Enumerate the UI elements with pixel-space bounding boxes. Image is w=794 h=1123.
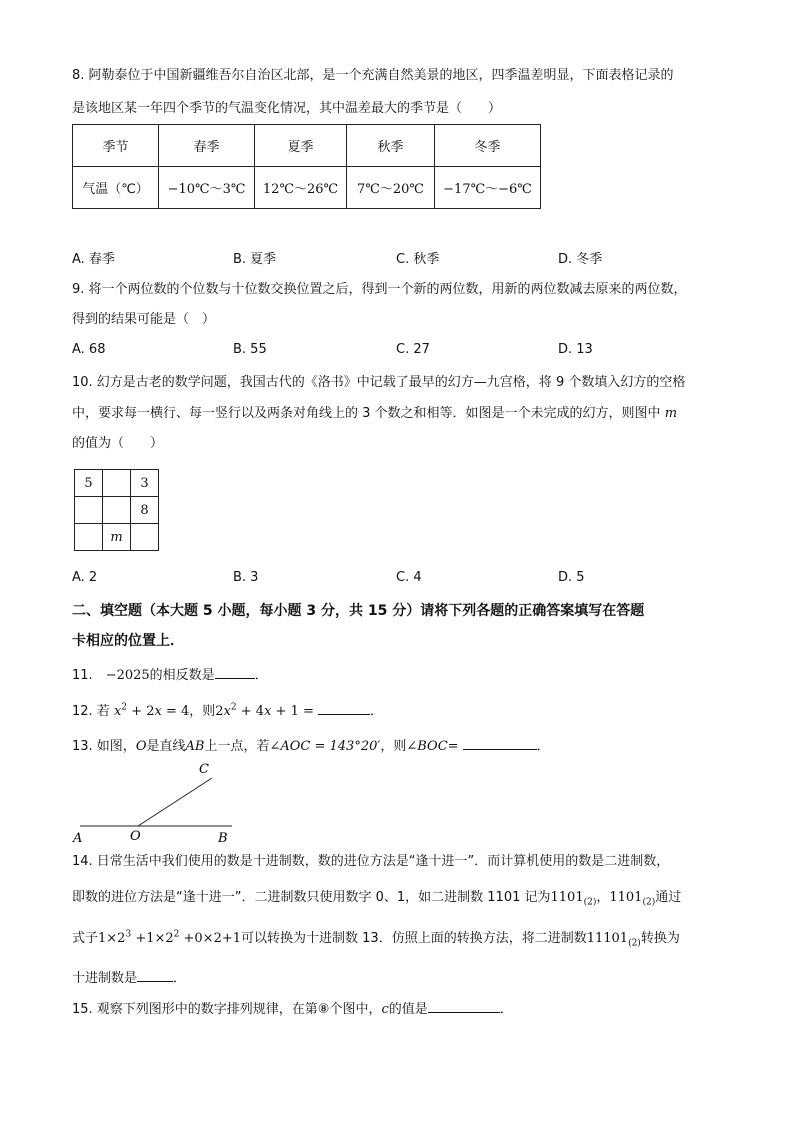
q15-answer-blank[interactable]: [428, 998, 500, 1013]
q14-formula-t2: +1×2: [131, 931, 174, 946]
q8-text-line1: 8. 阿勒泰位于中国新疆维吾尔自治区北部，是一个充满自然美景的地区，四季温差明显，下面表格记录的: [72, 68, 674, 83]
q15-suffix: 的值是: [388, 1002, 428, 1017]
q12-cond-exp: 2: [121, 702, 128, 713]
q11-number: 11.: [72, 668, 106, 683]
q14-text-line4: [72, 967, 186, 989]
q10-text-line1: 10. 幻方是古老的数学问题，我国古代的《洛书》中记载了最早的幻方—九宫格，将 9 个数填入幻方的空格: [72, 375, 686, 390]
q13-angle2: ∠BOC=: [406, 739, 459, 754]
q10-text-line3: 的值为（ ）: [72, 436, 164, 451]
table-header-spring: 春季: [159, 125, 255, 167]
temperature-table: [72, 124, 541, 209]
q13-t3: ，则: [380, 739, 407, 754]
q13-t2: 上一点，若: [204, 739, 270, 754]
q14-line4-end: ．: [173, 971, 187, 986]
q13-prefix: 13. 如图，: [72, 739, 136, 754]
section2-heading-line1: 二、填空题（本大题 5 小题，每小题 3 分，共 15 分）请将下列各题的正确答案填写在答题: [72, 603, 645, 619]
q15-prefix: 15. 观察下列图形中的数字排列规律，在第⑧个图中，: [72, 1002, 382, 1017]
grid-cell: 3: [131, 470, 159, 497]
q14-base1: (2): [583, 897, 597, 908]
q12-cond-d: = 4: [161, 704, 190, 719]
q12-mid: ，则: [189, 704, 216, 719]
q8-option-a: A. 春季: [72, 252, 115, 267]
q14-formula-e2: 2: [173, 929, 180, 940]
q14-text-line2: [72, 888, 681, 908]
q10-option-b: B. 3: [233, 570, 259, 585]
q14-bin1: 1101: [550, 890, 584, 905]
q8-option-c: C. 秋季: [396, 252, 440, 267]
q14-formula-t1: 1×2: [98, 931, 126, 946]
q10-option-d: D. 5: [558, 570, 585, 585]
q14-bin2: 1101: [609, 890, 643, 905]
q12-cond-b: + 2: [127, 704, 155, 719]
q14-line4: 十进制数是: [72, 971, 138, 986]
q12-expr-a: 2: [215, 704, 224, 719]
q13-end: ．: [536, 739, 550, 754]
q10-text-line2: [72, 404, 677, 424]
q10-text-line2-main: 中，要求每一横行、每一竖行以及两条对角线上的 3 个数之和相等．如图是一个未完成的幻方，则图中: [72, 406, 661, 421]
table-header-autumn: 秋季: [347, 125, 435, 167]
q13-angle1: ∠AOC = 143°20′: [269, 739, 381, 754]
table-cell-summer: 12℃～26℃: [255, 167, 347, 209]
label-o: O: [130, 829, 141, 844]
q9-option-a: A. 68: [72, 342, 106, 357]
q14-line2-main: 即数的进位方法是“逢十进一”．二进制数只使用数字 0、1，如二进制数 1101 记为: [72, 890, 551, 905]
grid-cell: [131, 524, 159, 551]
q9-option-d: D. 13: [558, 342, 593, 357]
q14-base3: (2): [628, 938, 641, 949]
q10-option-a: A. 2: [72, 570, 98, 585]
q11-expr: −2025: [105, 668, 150, 683]
table-cell-autumn: 7℃～20℃: [347, 167, 435, 209]
q12-expr-c: + 4: [236, 704, 265, 719]
q8-option-b: B. 夏季: [233, 252, 277, 267]
grid-cell: 5: [75, 470, 103, 497]
q14-text-line3: [72, 929, 680, 949]
q11-answer-blank[interactable]: [215, 664, 255, 679]
grid-cell: [75, 497, 103, 524]
q13-answer-blank[interactable]: [463, 735, 537, 750]
q12-prefix: 12. 若: [72, 704, 114, 719]
q12-expr-e: + 1 =: [271, 704, 318, 719]
q14-formula-e1: 3: [125, 929, 132, 940]
q14-text-line1: 14. 日常生活中我们使用的数是十进制数，数的进位方法是“逢十进一”．而计算机使用的数是二进制数，: [72, 854, 670, 869]
grid-cell: [75, 524, 103, 551]
q13-ab: AB: [185, 739, 205, 754]
q12-expr-x2: x: [264, 704, 272, 719]
q12-expr-x: x: [223, 704, 231, 719]
q9-text-line1: 9. 将一个两位数的个位数与十位数交换位置之后，得到一个新的两位数，用新的两位数减去原来的两位数，: [72, 282, 687, 297]
table-row-label: 气温（℃）: [73, 167, 159, 209]
label-c: C: [199, 762, 209, 777]
q12-answer-blank[interactable]: [318, 700, 370, 715]
q14-bin3: 11101: [586, 931, 629, 946]
q12-text: [72, 700, 383, 722]
q14-line3-mid: 可以转换为十进制数 13．仿照上面的转换方法，将二进制数: [241, 931, 587, 946]
q9-text-line2: 得到的结果可能是（ ）: [72, 312, 216, 327]
label-b: B: [218, 831, 228, 846]
ray-oc: [138, 778, 212, 826]
q9-option-b: B. 55: [233, 342, 267, 357]
q14-formula-t3: +0×2+1: [179, 931, 242, 946]
q12-cond-x2: x: [154, 704, 162, 719]
q15-end: ．: [499, 1002, 513, 1017]
q10-var-m: m: [664, 406, 678, 421]
grid-cell: 8: [131, 497, 159, 524]
table-header-summer: 夏季: [255, 125, 347, 167]
table-cell-winter: −17℃～−6℃: [435, 167, 541, 209]
table-cell-spring: −10℃～3℃: [159, 167, 255, 209]
section2-heading-line2: 卡相应的位置上．: [72, 633, 184, 649]
q14-base2: (2): [642, 897, 656, 908]
q8-option-d: D. 冬季: [558, 252, 603, 267]
table-header-winter: 冬季: [435, 125, 541, 167]
q13-t1: 是直线: [146, 739, 186, 754]
grid-cell: [103, 497, 131, 524]
q11-end: ．: [254, 668, 268, 683]
q14-comma: ，: [596, 890, 610, 905]
q8-text-line2: 是该地区某一年四个季节的气温变化情况，其中温差最大的季节是（ ）: [72, 101, 502, 116]
label-a: A: [73, 831, 83, 846]
q12-expr-exp: 2: [230, 702, 237, 713]
magic-square-grid: [74, 469, 159, 551]
q15-text: [72, 998, 513, 1020]
q14-line2-end: 通过: [655, 890, 682, 905]
grid-cell: [103, 470, 131, 497]
q14-answer-blank[interactable]: [137, 967, 173, 982]
q14-line3-pre: 式子: [72, 931, 99, 946]
q14-line3-end: 转换为: [640, 931, 680, 946]
q15-var-c: c: [381, 1002, 389, 1017]
grid-cell-m: m: [103, 524, 131, 551]
q10-option-c: C. 4: [396, 570, 422, 585]
q12-end: ．: [370, 704, 384, 719]
angle-diagram: [72, 758, 242, 846]
q13-text: [72, 735, 550, 757]
q12-cond-x: x: [113, 704, 122, 719]
q11-suffix: 的相反数是: [149, 668, 215, 683]
q9-option-c: C. 27: [396, 342, 430, 357]
q13-o: O: [135, 739, 147, 754]
q11-text: [72, 664, 268, 686]
table-header-season: 季节: [73, 125, 159, 167]
